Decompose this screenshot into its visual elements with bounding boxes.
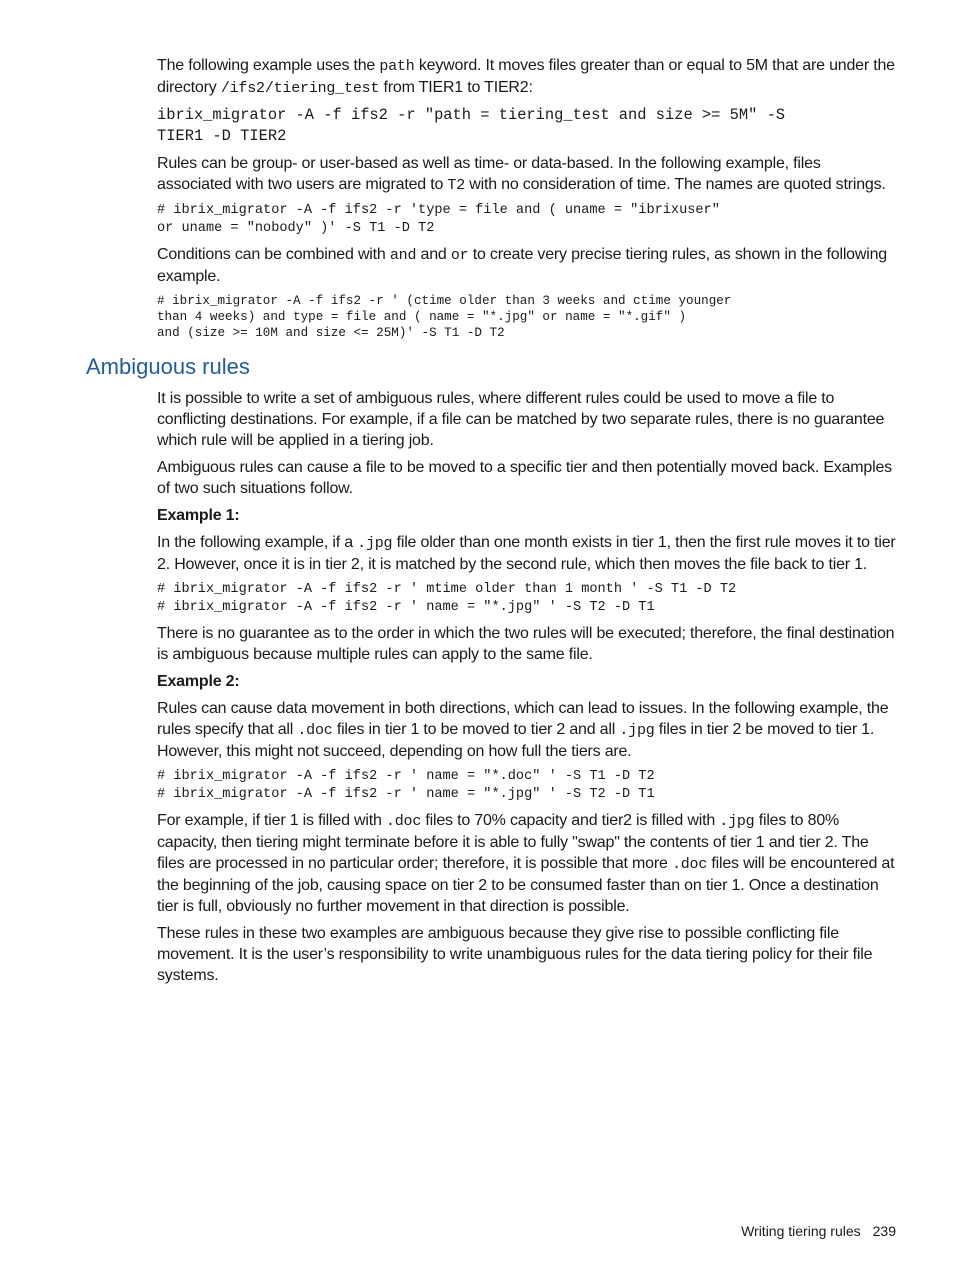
paragraph-capacity-example [157, 810, 899, 917]
text: to create very precise tiering rules, as shown in the following example. [157, 246, 887, 285]
text: files will be encountered at the beginning of the job, causing space on tier 2 to be consumed faster than on tier 1. Once a destination tier is full, obviously no further movement in that direction is possible. [157, 855, 895, 915]
inline-code: and [389, 247, 417, 264]
text: from TIER1 to TIER2: [379, 79, 533, 96]
text: In the following example, if a [157, 534, 358, 551]
inline-code: .jpg [719, 813, 755, 830]
text: and [416, 246, 451, 263]
inline-code: path [379, 58, 415, 75]
inline-code: T2 [447, 177, 466, 194]
code-block-example-2: # ibrix_migrator -A -f ifs2 -r ' name = "*.doc" ' -S T1 -D T2 # ibrix_migrator -A -f ifs2 -r ' name = "*.jpg" ' -S T2 -D T1 [157, 769, 655, 802]
inline-code: .doc [671, 856, 708, 873]
footer-section-title: Writing tiering rules [741, 1223, 861, 1239]
text: Conditions can be combined with [157, 246, 390, 263]
paragraph-ambiguous-moved-back: Ambiguous rules can cause a file to be moved to a specific tier and then potentially moved back. Examples of two such situations follow. [157, 459, 892, 497]
text: with no consideration of time. The names are quoted strings. [465, 176, 886, 193]
inline-code: .jpg [619, 722, 655, 739]
code-block-combined-conditions: # ibrix_migrator -A -f ifs2 -r ' (ctime older than 3 weeks and ctime younger than 4 weeks) and type = file and ( name = "*.jpg" or name = "*.gif" ) and (size >= 10M and size <= 25M)' -S T1 -D T2 [157, 294, 732, 340]
code-block-user-rules: # ibrix_migrator -A -f ifs2 -r 'type = file and ( uname = "ibrixuser" or uname = "nobody" )' -S T1 -D T2 [157, 203, 720, 236]
text: For example, if tier 1 is filled with [157, 812, 386, 829]
text: keyword. It moves files greater than or equal to 5M that are under the directory [157, 57, 895, 96]
code-block-example-1: # ibrix_migrator -A -f ifs2 -r ' mtime older than 1 month ' -S T1 -D T2 # ibrix_migrator -A -f ifs2 -r ' name = "*.jpg" ' -S T2 -D T1 [157, 582, 737, 615]
paragraph-path-example [157, 55, 899, 99]
text: files to 80% capacity, then tiering might terminate before it is able to fully "swap" the contents of tier 1 and tier 2. The files are processed in no particular order; therefore, it is possible that more [157, 812, 869, 872]
inline-code: .doc [385, 813, 422, 830]
inline-code: .jpg [357, 535, 393, 552]
text: Rules can be group- or user-based as well as time- or data-based. In the following example, files associated with two users are migrated to [157, 155, 821, 193]
text: files in tier 2 be moved to tier 1. However, this might not succeed, depending on how full the tiers are. [157, 721, 875, 760]
example-2-label: Example 2: [157, 673, 240, 690]
example-1-label: Example 1: [157, 507, 240, 524]
paragraph-example-2 [157, 698, 899, 762]
text: file older than one month exists in tier 1, then the first rule moves it to tier 2. However, once it is in tier 2, it is matched by the second rule, which then moves the file back to tier 1. [157, 534, 896, 573]
inline-code: or [450, 247, 469, 264]
page-body [86, 55, 899, 992]
page-footer [741, 1223, 896, 1239]
text: Rules can cause data movement in both directions, which can lead to issues. In the following example, the rules specify that all [157, 700, 889, 738]
paragraph-no-guarantee: There is no guarantee as to the order in which the two rules will be executed; therefore, the final destination is ambiguous because multiple rules can apply to the same file. [157, 625, 895, 663]
text: The following example uses the [157, 57, 380, 74]
code-block-path-example: ibrix_migrator -A -f ifs2 -r "path = tiering_test and size >= 5M" -S TIER1 -D TIER2 [157, 106, 786, 145]
page-number: 239 [872, 1223, 896, 1239]
inline-code: /ifs2/tiering_test [220, 80, 380, 97]
text: files to 70% capacity and tier2 is filled with [421, 812, 720, 829]
paragraph-ambiguous-intro: It is possible to write a set of ambiguous rules, where different rules could be used to move a file to conflicting destinations. For example, if a file can be matched by two separate rules, there is no guarantee which rule will be applied in a tiering job. [157, 390, 885, 449]
text: files in tier 1 to be moved to tier 2 and all [332, 721, 620, 738]
paragraph-example-1 [157, 532, 899, 575]
paragraph-user-rules [157, 153, 899, 196]
paragraph-responsibility: These rules in these two examples are ambiguous because they give rise to possible conflicting file movement. It is the user’s responsibility to write unambiguous rules for the data tiering policy for their file systems. [157, 925, 873, 984]
paragraph-combined-conditions [157, 244, 899, 287]
section-heading-ambiguous-rules: Ambiguous rules [86, 354, 250, 379]
inline-code: .doc [297, 722, 333, 739]
